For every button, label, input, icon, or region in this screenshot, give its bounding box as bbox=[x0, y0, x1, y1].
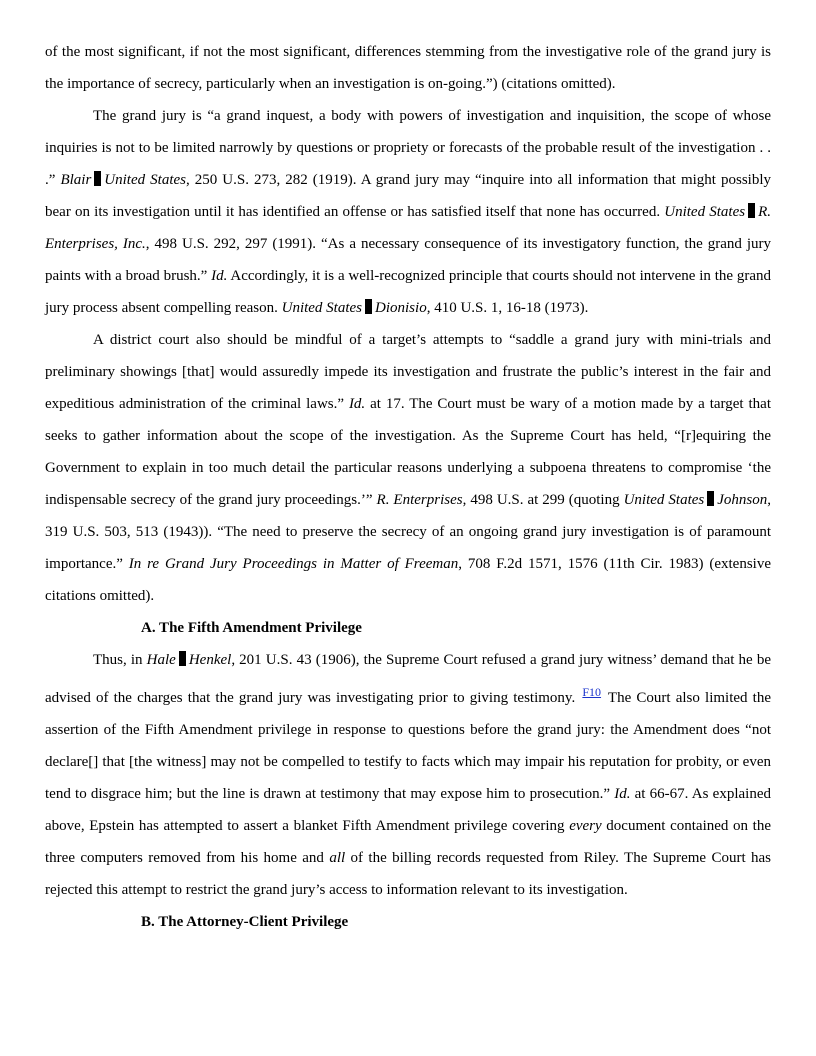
case-citation: Henkel bbox=[188, 652, 232, 668]
paragraph-continuation: of the most significant, if not the most significant, differences stemming from the investigative role of the grand jury is the importance of secrecy, particularly when an investigation is on-going.”) (citations omitted). bbox=[45, 44, 771, 92]
case-citation: In re Grand Jury Proceedings in Matter of Freeman bbox=[128, 556, 459, 572]
redaction-mark bbox=[707, 491, 714, 506]
paragraph-hale-henkel: Thus, in Hale Henkel, 201 U.S. 43 (1906), the Supreme Court refused a grand jury witness’ demand that he be advised of the charges that the grand jury was investigating prior to giving testimony. $^{F10}$ The Court also limited the assertion of the Fifth Amendment privilege in response to questions before the grand jury: the Amendment does “not declare[] that [the witness] may not be compelled to testify to facts which may impair his reputation for probity, or even tend to disgrace him; but the line is drawn at testimony that may expose him to prosecution.” Id. at 66-67. As explained above, Epstein has attempted to assert a blanket Fifth Amendment privilege covering every document contained on the three computers removed from his home and all of the billing records requested from Riley. The Supreme Court has rejected this attempt to restrict the grand jury’s access to information relevant to its investigation. bbox=[45, 652, 772, 898]
case-citation: R. Enterprises, Inc. bbox=[45, 204, 771, 252]
document-page bbox=[45, 36, 771, 938]
case-citation: United States bbox=[104, 172, 186, 188]
redaction-mark bbox=[179, 651, 186, 666]
case-citation: Hale bbox=[146, 652, 176, 668]
case-citation: United States bbox=[623, 492, 705, 508]
paragraph-district-court: A district court also should be mindful of a target’s attempts to “saddle a grand jury with mini-trials and preliminary showings [that] would assuredly impede its investigation and frustrate the public’s interest in the fair and expeditious administration of the criminal laws.” Id. at 17. The Court must be wary of a motion made by a target that seeks to gather information about the scope of the investigation. As the Supreme Court has held, “[r]equiring the Government to explain in too much detail the particular reasons underlying a subpoena threatens to compromise ‘the indispensable secrecy of the grand jury proceedings.’” R. Enterprises, 498 U.S. at 299 (quoting United States Johnson, 319 U.S. 503, 513 (1943)). “The need to preserve the secrecy of an ongoing grand jury investigation is of paramount importance.” In re Grand Jury Proceedings in Matter of Freeman, 708 F.2d 1571, 1576 (11th Cir. 1983) (extensive citations omitted). bbox=[45, 332, 771, 604]
emphasis: all bbox=[329, 850, 346, 866]
redaction-mark bbox=[94, 171, 101, 186]
redaction-mark bbox=[365, 299, 372, 314]
section-heading-fifth-amendment: A. The Fifth Amendment Privilege bbox=[141, 620, 362, 636]
id-citation: Id. bbox=[211, 268, 228, 284]
case-citation: United States bbox=[664, 204, 746, 220]
id-citation: Id. bbox=[348, 396, 366, 412]
footnote-link[interactable]: F10 bbox=[582, 685, 602, 699]
emphasis: every bbox=[569, 818, 602, 834]
case-citation: Johnson bbox=[717, 492, 768, 508]
section-heading-attorney-client: B. The Attorney-Client Privilege bbox=[141, 914, 349, 930]
case-citation: R. Enterprises bbox=[376, 492, 463, 508]
redaction-mark bbox=[748, 203, 755, 218]
case-citation: Dionisio bbox=[375, 300, 427, 316]
id-citation: Id. bbox=[614, 786, 631, 802]
case-citation: United States bbox=[281, 300, 363, 316]
paragraph-grand-jury-inquest: The grand jury is “a grand inquest, a body with powers of investigation and inquisition, the scope of whose inquiries is not to be limited narrowly by questions or propriety or forecasts of the probable result of the investigation . . .” Blair United States, 250 U.S. 273, 282 (1919). A grand jury may “inquire into all information that might possibly bear on its investigation until it has identified an offense or has satisfied itself that none has occurred. United States R. Enterprises, Inc., 498 U.S. 292, 297 (1991). “As a necessary consequence of its investigatory function, the grand jury paints with a broad brush.” Id. Accordingly, it is a well-recognized principle that courts should not intervene in the grand jury process absent compelling reason. United States Dionisio, 410 U.S. 1, 16-18 (1973). bbox=[45, 108, 771, 316]
case-citation: Blair bbox=[60, 172, 92, 188]
